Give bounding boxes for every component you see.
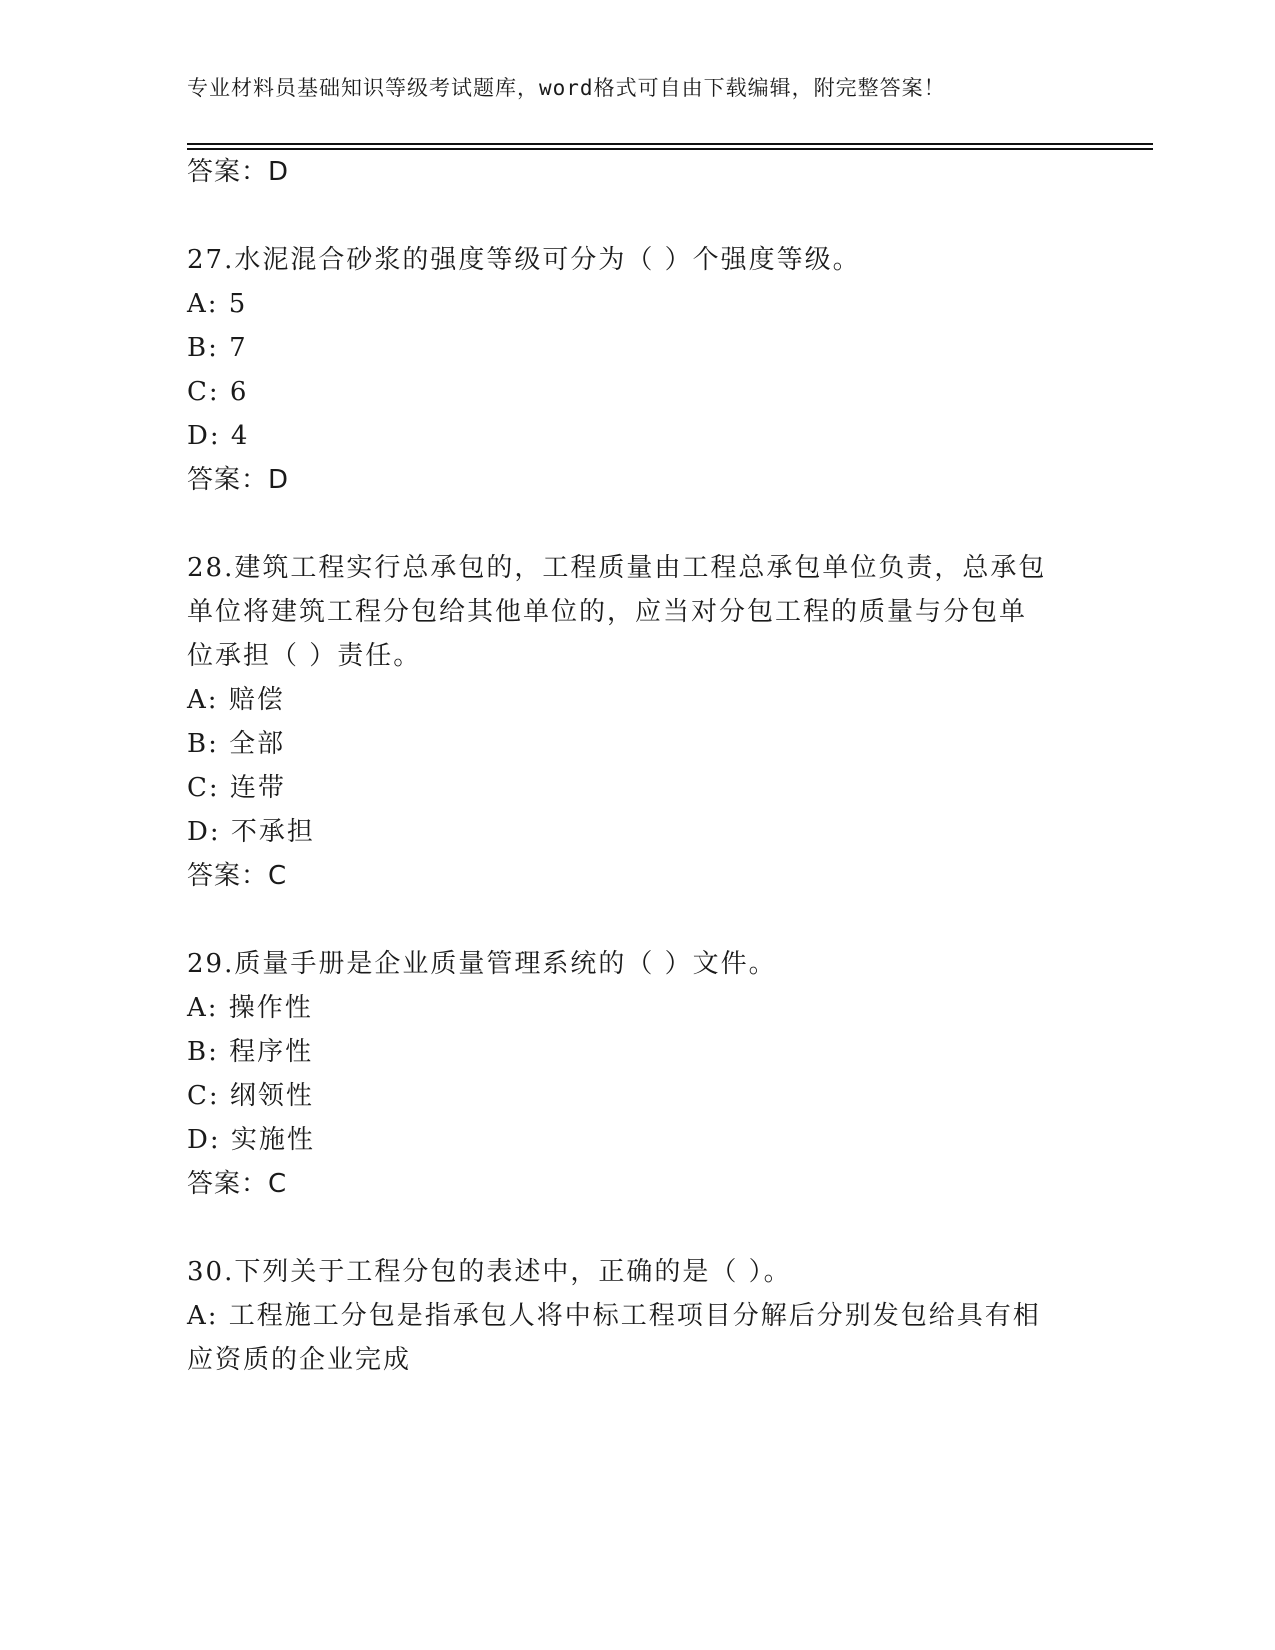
header-rule-bottom — [187, 148, 1153, 150]
question-30-option-a-line-2: 应资质的企业完成 — [187, 1345, 412, 1375]
question-28-option-d: D: 不承担 — [187, 817, 315, 847]
question-27-option-d: D: 4 — [187, 421, 250, 451]
question-30-option-a-line-1: A: 工程施工分包是指承包人将中标工程项目分解后分别发包给具有相 — [187, 1301, 1041, 1331]
question-28-option-a: A: 赔偿 — [187, 685, 285, 715]
question-28-stem-line-2: 单位将建筑工程分包给其他单位的，应当对分包工程的质量与分包单 — [187, 597, 1028, 627]
answer-29: 答案：C — [187, 1169, 288, 1199]
question-30-stem: 30.下列关于工程分包的表述中，正确的是（ ）。 — [187, 1257, 792, 1287]
question-28-option-c: C: 连带 — [187, 773, 286, 803]
question-29-option-a: A: 操作性 — [187, 993, 313, 1023]
answer-26: 答案：D — [187, 157, 290, 187]
header-rule-top — [187, 143, 1153, 145]
question-27-option-c: C: 6 — [187, 377, 249, 407]
question-28-option-b: B: 全部 — [187, 729, 286, 759]
question-28-stem-line-1: 28.建筑工程实行总承包的，工程质量由工程总承包单位负责，总承包 — [187, 553, 1047, 583]
question-29-option-b: B: 程序性 — [187, 1037, 314, 1067]
question-27-option-b: B: 7 — [187, 333, 248, 363]
question-28-stem-line-3: 位承担（ ）责任。 — [187, 641, 422, 671]
question-27-stem: 27.水泥混合砂浆的强度等级可分为（ ）个强度等级。 — [187, 245, 861, 275]
question-29-option-c: C: 纲领性 — [187, 1081, 314, 1111]
answer-28: 答案：C — [187, 861, 288, 891]
question-29-option-d: D: 实施性 — [187, 1125, 315, 1155]
page-header: 专业材料员基础知识等级考试题库，word格式可自由下载编辑，附完整答案！ — [187, 76, 946, 100]
question-27-option-a: A: 5 — [187, 289, 248, 319]
answer-27: 答案：D — [187, 465, 290, 495]
question-29-stem: 29.质量手册是企业质量管理系统的（ ）文件。 — [187, 949, 777, 979]
